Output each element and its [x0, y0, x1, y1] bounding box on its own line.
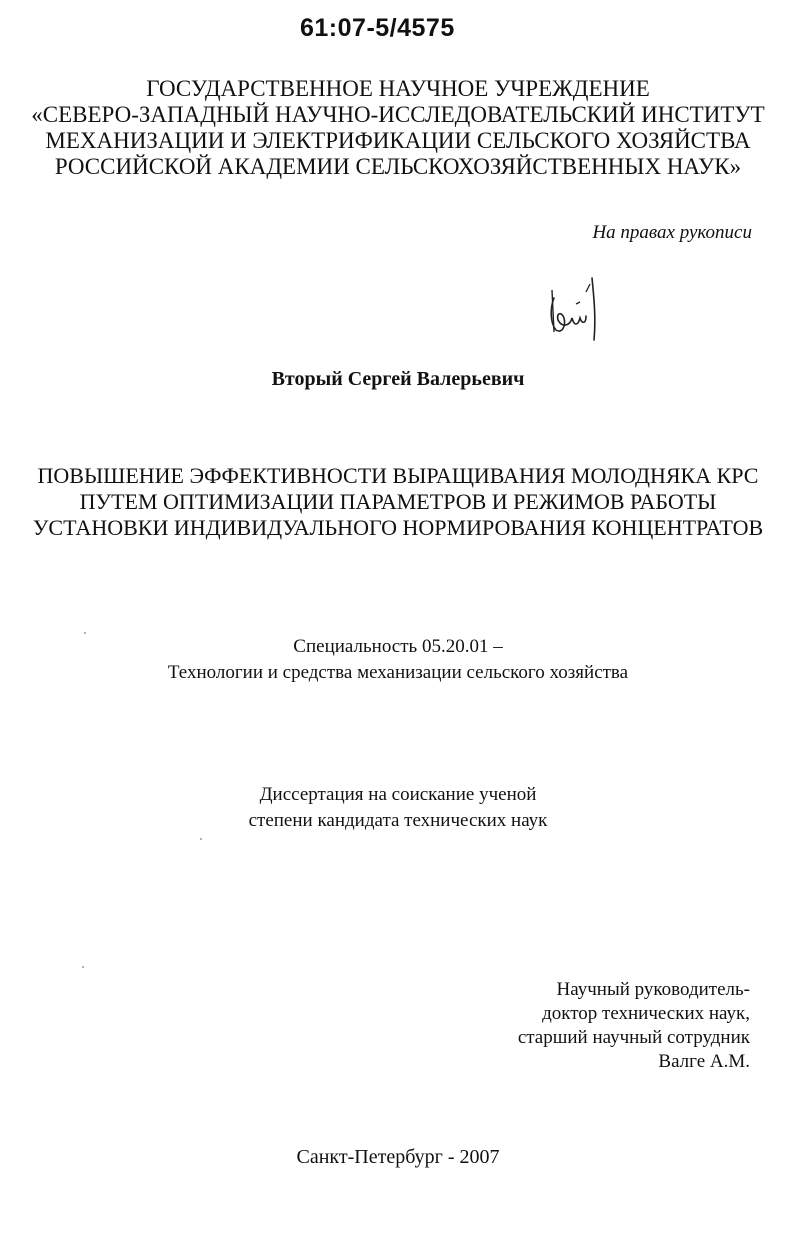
- supervisor-block: [518, 978, 750, 1074]
- supervisor-line: Научный руководитель-: [556, 979, 750, 1000]
- specialty-block: [0, 634, 796, 686]
- dissertation-line: Диссертация на соискание ученой: [259, 784, 537, 805]
- scan-speck: [200, 838, 202, 840]
- dissertation-line: степени кандидата технических наук: [248, 810, 548, 831]
- institution-line: МЕХАНИЗАЦИИ И ЭЛЕКТРИФИКАЦИИ СЕЛЬСКОГО ХОЗЯЙСТВА: [45, 128, 751, 153]
- handwritten-signature: [540, 268, 610, 348]
- institution-line: ГОСУДАРСТВЕННОЕ НАУЧНОЕ УЧРЕЖДЕНИЕ: [146, 76, 650, 101]
- supervisor-line: доктор технических наук,: [542, 1003, 750, 1024]
- scan-speck: [82, 966, 84, 968]
- dissertation-degree-block: [0, 782, 796, 834]
- title-line: УСТАНОВКИ ИНДИВИДУАЛЬНОГО НОРМИРОВАНИЯ КОНЦЕНТРАТОВ: [32, 515, 764, 540]
- title-line: ПОВЫШЕНИЕ ЭФФЕКТИВНОСТИ ВЫРАЩИВАНИЯ МОЛОДНЯКА КРС: [37, 463, 759, 488]
- institution-line: «СЕВЕРО-ЗАПАДНЫЙ НАУЧНО-ИССЛЕДОВАТЕЛЬСКИЙ ИНСТИТУТ: [31, 102, 765, 127]
- specialty-code: Специальность 05.20.01 –: [293, 636, 503, 657]
- document-code: 61:07-5/4575: [300, 14, 455, 42]
- institution-block: [0, 76, 796, 180]
- supervisor-name: Валге А.М.: [658, 1051, 750, 1072]
- supervisor-line: старший научный сотрудник: [517, 1027, 750, 1048]
- title-line: ПУТЕМ ОПТИМИЗАЦИИ ПАРАМЕТРОВ И РЕЖИМОВ РАБОТЫ: [79, 489, 717, 514]
- specialty-name: Технологии и средства механизации сельского хозяйства: [167, 662, 629, 683]
- author-name: Вторый Сергей Валерьевич: [271, 368, 525, 390]
- city-year: Санкт-Петербург - 2007: [296, 1146, 500, 1168]
- institution-line: РОССИЙСКОЙ АКАДЕМИИ СЕЛЬСКОХОЗЯЙСТВЕННЫХ НАУК»: [54, 154, 742, 179]
- scan-speck: [84, 632, 86, 634]
- manuscript-rights-note: На правах рукописи: [592, 222, 752, 243]
- dissertation-title: [0, 463, 796, 541]
